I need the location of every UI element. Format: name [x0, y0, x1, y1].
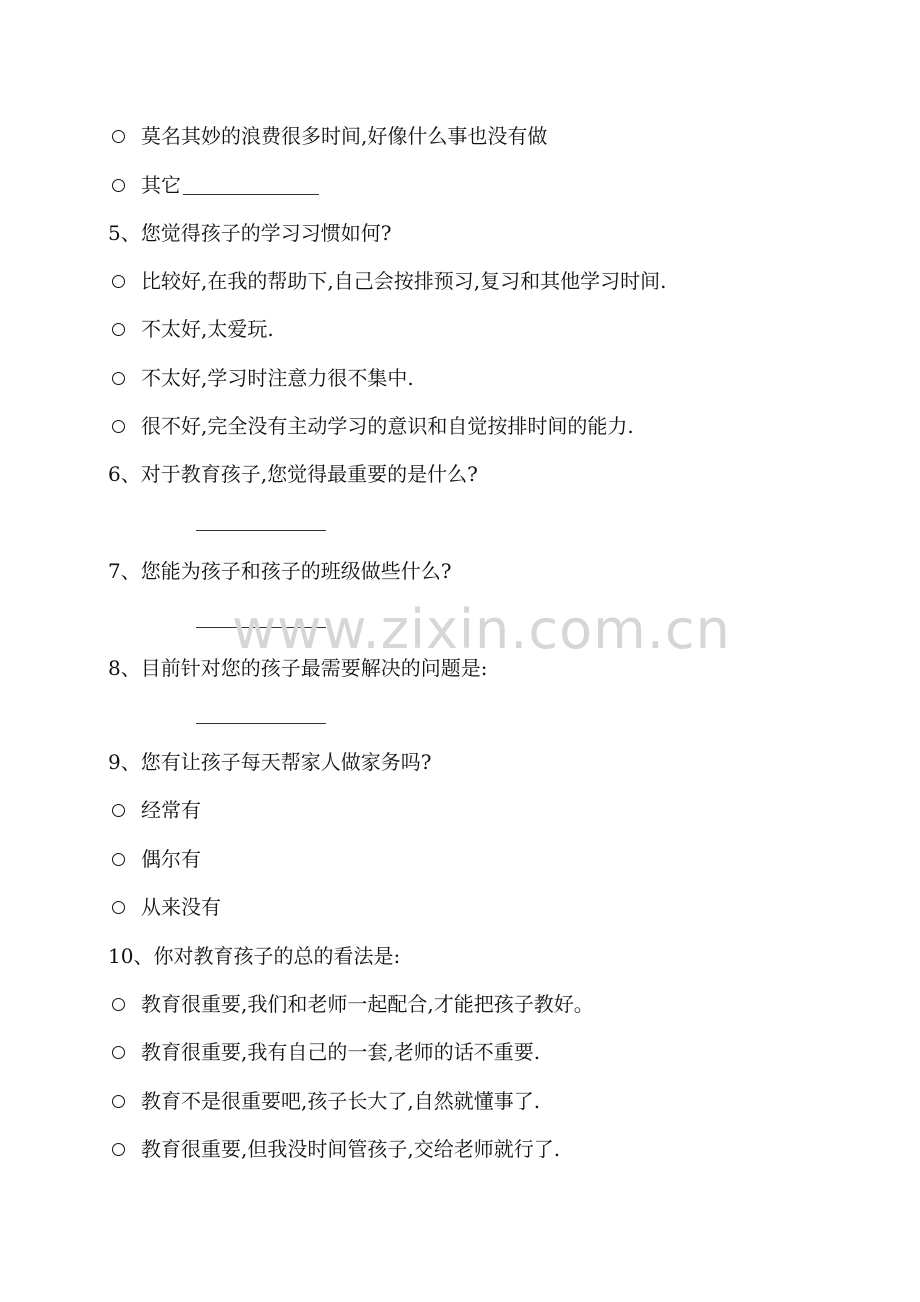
question-7: 7、您能为孩子和孩子的班级做些什么?: [108, 559, 452, 583]
option-label: 教育很重要,我们和老师一起配合,才能把孩子教好。: [141, 992, 594, 1016]
option-view-not-important[interactable]: [108, 1087, 540, 1115]
option-view-no-time[interactable]: [108, 1135, 560, 1163]
radio-circle-icon[interactable]: [112, 420, 125, 433]
option-chores-never[interactable]: [108, 893, 221, 921]
option-label: 教育很重要,我有自己的一套,老师的话不重要.: [141, 1040, 541, 1064]
question-8: 8、目前针对您的孩子最需要解决的问题是:: [108, 656, 488, 680]
radio-circle-icon[interactable]: [112, 804, 125, 817]
radio-circle-icon[interactable]: [112, 179, 125, 192]
option-view-own-way[interactable]: [108, 1038, 540, 1066]
option-label: 比较好,在我的帮助下,自己会按排预习,复习和其他学习时间.: [141, 269, 667, 293]
radio-circle-icon[interactable]: [112, 998, 125, 1011]
option-label: 其它: [141, 173, 181, 197]
option-label: 莫名其妙的浪费很多时间,好像什么事也没有做: [141, 124, 548, 148]
radio-circle-icon[interactable]: [112, 275, 125, 288]
option-label: 教育很重要,但我没时间管孩子,交给老师就行了.: [141, 1137, 561, 1161]
option-view-cooperate[interactable]: [108, 990, 594, 1018]
option-chores-often[interactable]: [108, 796, 201, 824]
radio-circle-icon[interactable]: [112, 1143, 125, 1156]
answer-8-blank[interactable]: [196, 723, 326, 724]
answer-6-blank[interactable]: [196, 530, 326, 531]
option-label: 教育不是很重要吧,孩子长大了,自然就懂事了.: [141, 1089, 541, 1113]
radio-circle-icon[interactable]: [112, 1095, 125, 1108]
other-fill-blank[interactable]: [183, 176, 319, 195]
option-label: 不太好,太爱玩.: [141, 317, 274, 341]
option-chores-sometimes[interactable]: [108, 845, 201, 873]
option-label: 经常有: [141, 798, 201, 822]
option-label: 很不好,完全没有主动学习的意识和自觉按排时间的能力.: [141, 414, 634, 438]
watermark: www.zixin.com.cn: [232, 598, 731, 661]
option-other[interactable]: [108, 171, 319, 199]
option-habit-bad[interactable]: [108, 412, 634, 440]
question-9: 9、您有让孩子每天帮家人做家务吗?: [108, 750, 432, 774]
question-5: 5、您觉得孩子的学习习惯如何?: [108, 221, 392, 245]
option-habit-focus[interactable]: [108, 364, 414, 392]
option-label: 从来没有: [141, 895, 221, 919]
question-6: 6、对于教育孩子,您觉得最重要的是什么?: [108, 462, 478, 486]
radio-circle-icon[interactable]: [112, 853, 125, 866]
radio-circle-icon[interactable]: [112, 130, 125, 143]
option-habit-good[interactable]: [108, 267, 666, 295]
option-time-waste[interactable]: [108, 122, 547, 150]
radio-circle-icon[interactable]: [112, 372, 125, 385]
option-habit-plays[interactable]: [108, 315, 274, 343]
option-label: 不太好,学习时注意力很不集中.: [141, 366, 414, 390]
radio-circle-icon[interactable]: [112, 323, 125, 336]
radio-circle-icon[interactable]: [112, 1046, 125, 1059]
option-label: 偶尔有: [141, 847, 201, 871]
question-10: 10、你对教育孩子的总的看法是:: [108, 944, 401, 968]
radio-circle-icon[interactable]: [112, 901, 125, 914]
